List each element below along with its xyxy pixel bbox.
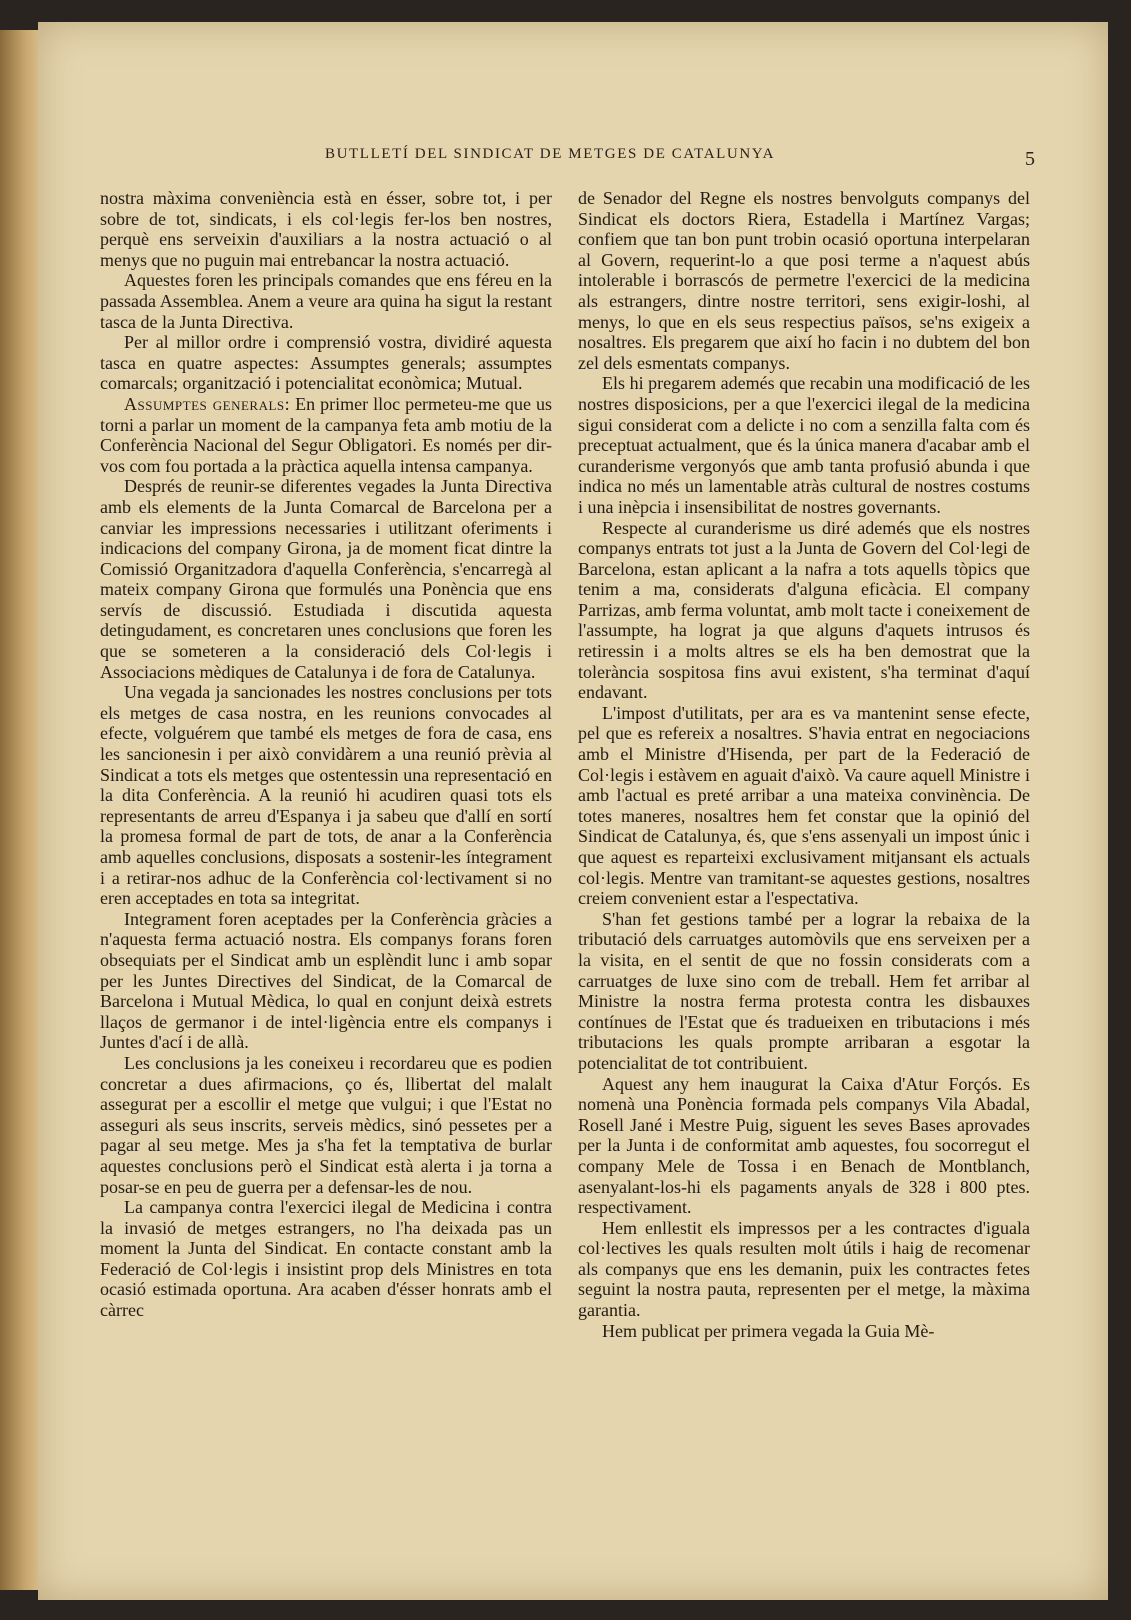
paragraph: Després de reunir-se diferentes vegades la Junta Directiva amb els elements de la Junta Comarcal de Barcelona per a canviar les impressions necessaries i utilitzant oferiments i indicacions del company Girona, ja de moment ficat dintre la Comissió Organitzadora d'aquella Conferència, s'encarregà al mateix company Girona que formulés una Ponència que ens servís de discussió. Estudiada i discutida aquesta detingudament, es concretaren unes conclusions que foren les que se someteren a la consideració dels Col·legis i Associacions mèdiques de Catalunya i de fora de Catalunya. [100, 476, 552, 682]
paragraph: Els hi pregarem ademés que recabin una modificació de les nostres disposicions, per a que l'exercici ilegal de la medicina sigui considerat com a delicte i no com a senzilla falta com és preceptuat actualment, que és la única manera d'acabar amb el curanderisme vergonyós que amb tanta profusió abunda i que indica no més un lamentable atràs cultural de nostres costums i una inèpcia i insensibilitat de nostres governants. [578, 373, 1030, 517]
paragraph: Respecte al curanderisme us diré ademés que els nostres companys entrats tot just a la Junta de Govern del Col·legi de Barcelona, estan aplicant a la nafra a tots aquells tòpics que tenim a ma, considerats d'alguna eficàcia. El company Parrizas, amb ferma voluntat, amb molt tacte i coneixement de l'assumpte, ha lograt ja que alguns d'aquets intrusos és retiressin i a molts altres se els ha ben demostrat que la tolerància sospitosa fins avui existent, s'ha terminat d'aquí endavant. [578, 517, 1030, 703]
paragraph: Aquest any hem inaugurat la Caixa d'Atur Forçós. Es nomenà una Ponència formada pels companys Vila Abadal, Rosell Jané i Mestre Puig, siguent les seves Bases aprovades per la Junta i de conformitat amb aquestes, fou socorregut el company Mele de Tossa i en Benach de Montblanch, asenyalant-los-hi els pagaments anyals de 328 i 800 ptes. respectivament. [578, 1073, 1030, 1218]
running-title: BUTLLETÍ DEL SINDICAT DE METGES DE CATALUNYA [325, 146, 775, 162]
paragraph: Per al millor ordre i comprensió vostra, dividiré aquesta tasca en quatre aspectes: Assumptes generals; assumptes comarcals; organització i potencialitat econòmica; Mutual. [100, 332, 552, 394]
paragraph: de Senador del Regne els nostres benvolguts companys del Sindicat els doctors Riera, Estadella i Martínez Vargas; confiem que tan bon punt trobin ocasió oportuna interpelaran al Govern, requerint-lo a que posi terme a n'aquest abús intolerable i borrascós de permetre l'exercici de la medicina als estrangers, dintre nostre territori, sens exigir-loshi, al menys, lo que en els seus respectius països, se'ns exigeix a nosaltres. Els pregarem que així ho facin i no dubtem del bon zel dels esmentats companys. [578, 188, 1030, 373]
paragraph-text: En primer lloc permeteu-me que us torni a parlar un moment de la campanya feta amb motiu de la Conferència Nacional del Segur Obligatori. Es només per dir-vos com fou portada a la pràctica aquella intensa campanya. [100, 393, 552, 476]
paragraph: Una vegada ja sancionades les nostres conclusions per tots els metges de casa nostra, en les reunions convocades al efecte, volguérem que també els metges de fora de casa, ens les sancionesin i per això convidàrem a una reunió prèvia al Sindicat a tots els metges que ostentessin una representació en la dita Conferència. A la reunió hi acudiren quasi tots els representants de arreu d'Espanya i ja sabeu que d'allí en sortí la promesa formal de part de tots, de anar a la Conferència amb aquelles conclusions, disposats a sostenir-les íntegrament i a retirar-nos adhuc de la Conferència col·lectivament si no eren acceptades en tota sa integritat. [100, 682, 552, 909]
paragraph: La campanya contra l'exercici ilegal de Medicina i contra la invasió de metges estrangers, no l'ha deixada pas un moment la Junta del Sindicat. En contacte constant amb la Federació de Col·legis i insistint prop dels Ministres en tota ocasió estimada oportuna. Ara acaben d'ésser honrats amb el càrrec [100, 1197, 552, 1321]
paragraph: S'han fet gestions també per a lograr la rebaixa de la tributació dels carruatges automòvils que ens serveixen per a la visita, en el sentit de que no fossin considerats com a carruatges de luxe sino com de treball. Hem fet arribar al Ministre la nostra ferma protesta contra les disbauxes contínues de l'Estat que és tradueixen en tributacions i més tributacions les quals prompte arribaran a esgotar la potencialitat de tot contribuient. [578, 908, 1030, 1073]
paragraph: Hem publicat per primera vegada la Guia Mè- [602, 1320, 935, 1341]
left-column [100, 188, 552, 1321]
paragraph: Les conclusions ja les coneixeu i recordareu que es podien concretar a dues afirmacions, ço és, llibertat del malalt assegurat per a escollir el metge que vulgui; i que l'Estat no asseguri als seus inscrits, serveis mèdics, sinó pessetes per a pagar al seu metge. Mes ja s'ha fet la temptativa de burlar aquestes conclusions però el Sindicat està alerta i ja torna a posar-se en peu de guerra per a defensar-les de nou. [100, 1052, 552, 1197]
paragraph: L'impost d'utilitats, per ara es va mantenint sense efecte, pel que es refereix a nosaltres. S'havia entrat en negociacions amb el Ministre d'Hisenda, per part de la Federació de Col·legis i estàvem en aguait d'això. Va caure aquell Ministre i amb l'actual es preté arribar a una mateixa convinència. De totes maneres, nosaltres hem fet constar que la opinió del Sindicat de Catalunya, és, que s'ens assenyali un impost únic i que aquest es reparteixi exclusivament mitjansant els actuals col·legis. Mentre van tramitant-se aquestes gestions, nosaltres creiem convenient estar a l'espectativa. [578, 702, 1030, 909]
section-heading: Assumptes generals: [124, 393, 291, 414]
paragraph: nostra màxima conveniència està en ésser, sobre tot, i per sobre de tot, sindicats, i els col·legis fer-los ben nostres, perquè ens serveixin d'auxiliars a la nostra actuació o al menys que no puguin mai entrebancar la nostra actuació. [100, 188, 552, 270]
page-header [100, 146, 1060, 170]
right-column [578, 188, 1030, 1341]
paragraph [100, 394, 552, 476]
paragraph: Integrament foren aceptades per la Conferència gràcies a n'aquesta ferma actuació nostra. Els companys forans foren obsequiats per el Sindicat amb un esplèndit lunc i amb sopar per les Juntes Directives del Sindicat, de la Comarcal de Barcelona i Mutual Mèdica, lo qual en conjunt deixà estrets llaços de germanor i de intel·ligència entre els companys i Juntes d'ací i de allà. [100, 908, 552, 1053]
page-number: 5 [1025, 148, 1035, 170]
paragraph: Hem enllestit els impressos per a les contractes d'iguala col·lectives les quals resulten molt útils i haig de recomenar als companys que ens les demanin, puix les contractes fetes seguint la nostra pauta, representen per el metge, la màxima garantia. [578, 1217, 1030, 1321]
paragraph: Aquestes foren les principals comandes que ens féreu en la passada Assemblea. Anem a veure ara quina ha sigut la restant tasca de la Junta Directiva. [100, 270, 552, 332]
